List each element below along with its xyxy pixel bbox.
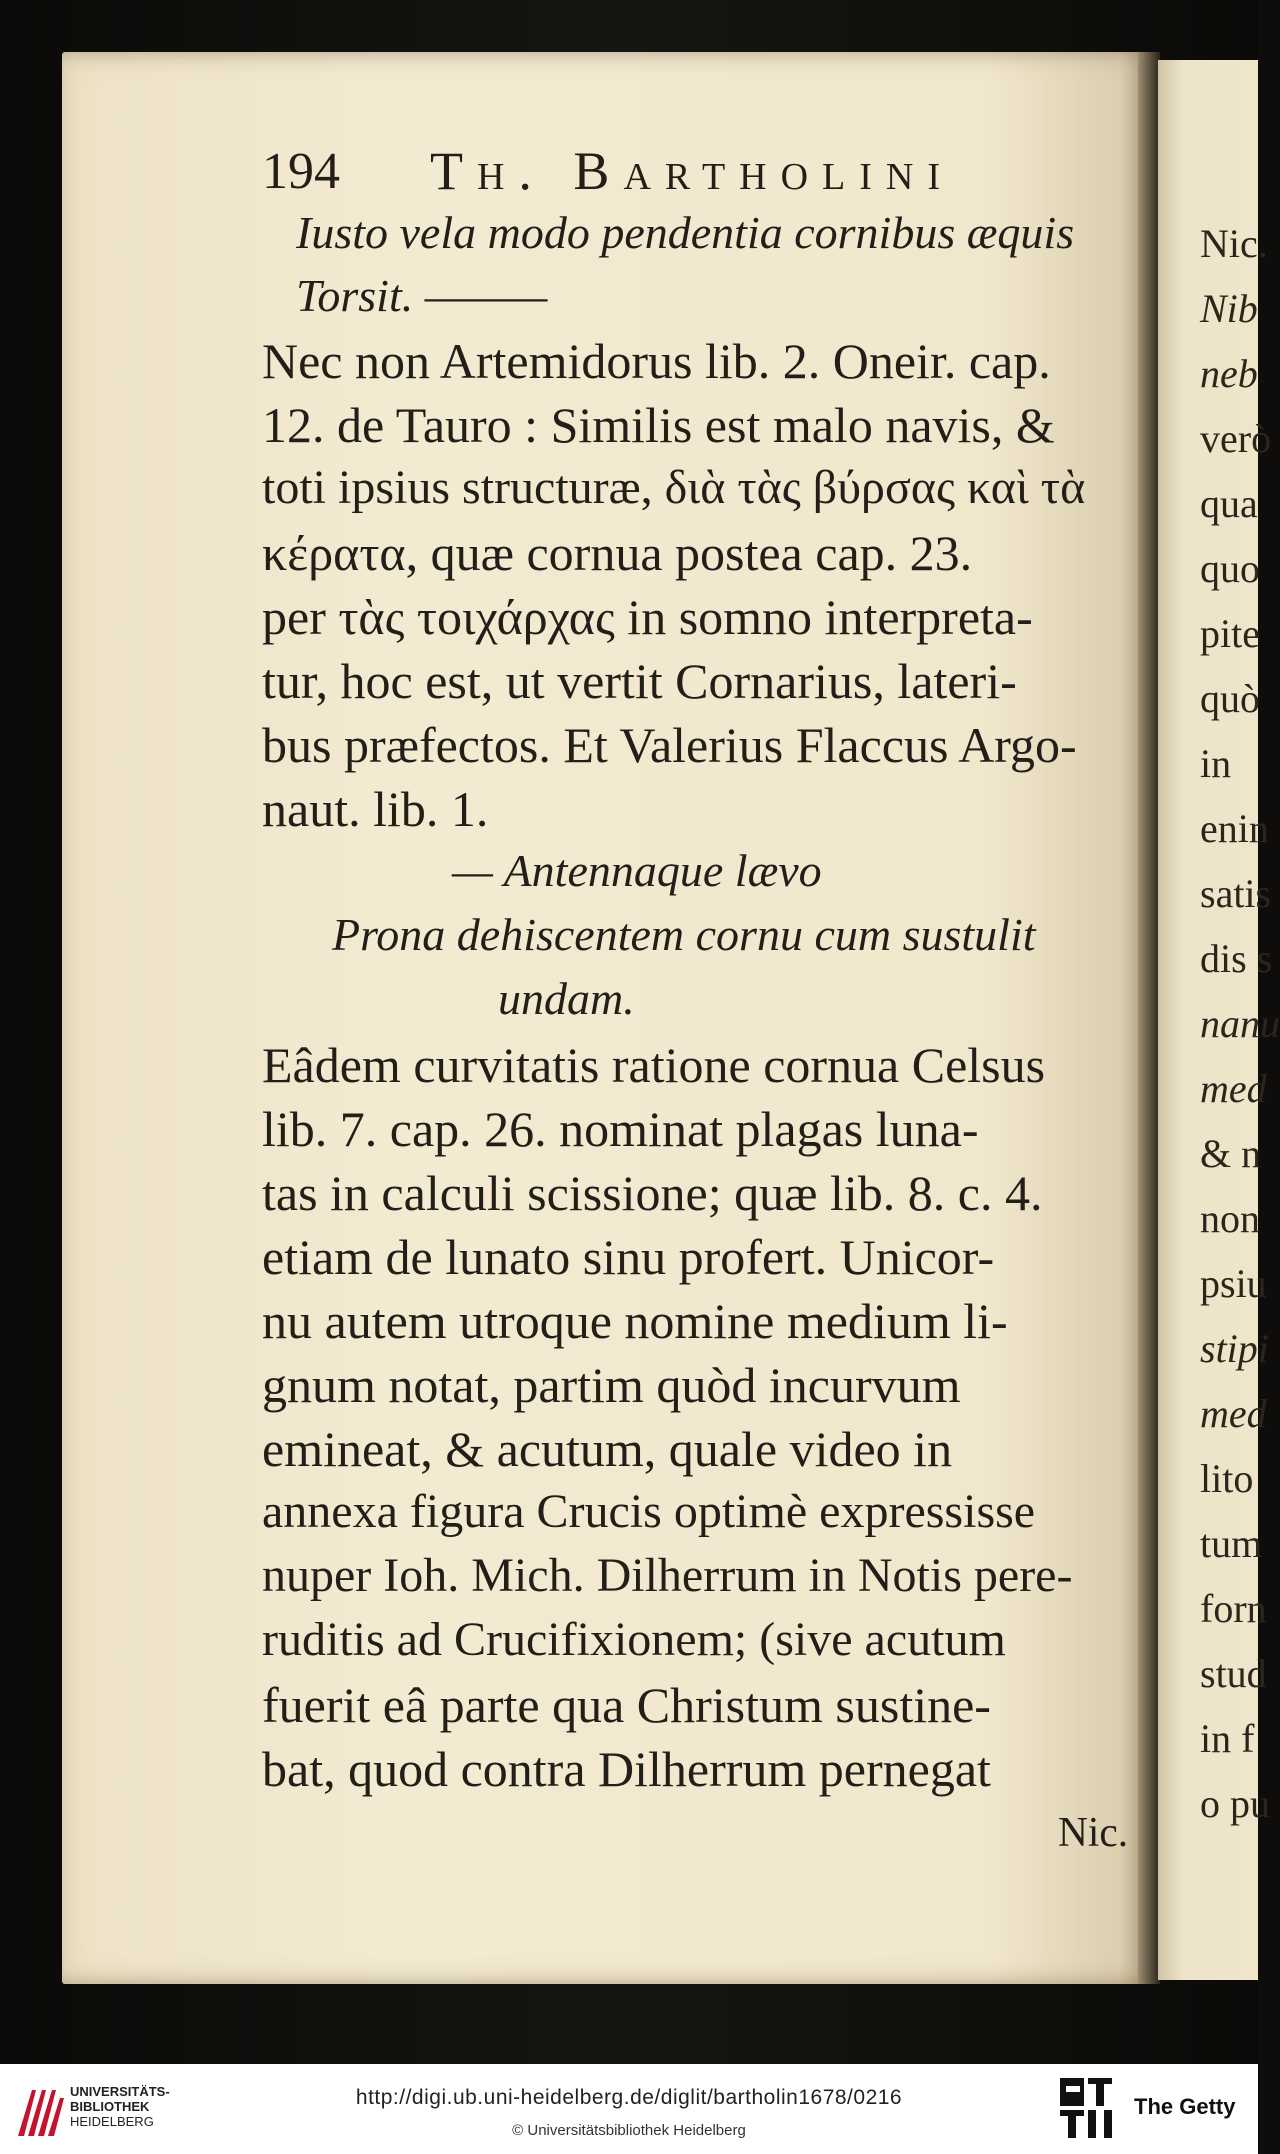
- text-line: naut. lib. 1.: [262, 781, 489, 837]
- verse-line: Prona dehiscentem cornu cum sustulit: [332, 909, 1036, 960]
- next-page-fragment: non: [1200, 1196, 1260, 1241]
- next-page-fragment: stipi: [1200, 1326, 1269, 1371]
- text-line: κέρατα, quæ cornua postea cap. 23.: [262, 525, 973, 581]
- text-line: lib. 7. cap. 26. nominat plagas luna-: [262, 1101, 979, 1157]
- next-page-fragment: med: [1200, 1066, 1267, 1111]
- copyright-notice: © Universitätsbibliothek Heidelberg: [512, 2122, 746, 2139]
- next-page-fragment: & n: [1200, 1131, 1262, 1176]
- book-gutter: [1138, 52, 1160, 1984]
- text-line: annexa figura Crucis optimè expressisse: [262, 1485, 1036, 1538]
- next-page-fragment: neb: [1200, 351, 1258, 396]
- library-name-line: BIBLIOTHEK: [70, 2099, 150, 2114]
- book-page-right-fragment: [1158, 60, 1280, 1980]
- next-page-fragment: nanu: [1200, 1001, 1280, 1046]
- text-line: tur, hoc est, ut vertit Cornarius, lateri-: [262, 653, 1017, 709]
- next-page-fragment: tum: [1200, 1521, 1263, 1566]
- next-page-fragment: forn: [1200, 1586, 1267, 1631]
- footer-bar: [0, 2064, 1258, 2154]
- next-page-fragment: stud: [1200, 1651, 1267, 1696]
- next-page-fragment: lito: [1200, 1456, 1254, 1501]
- text-line: emineat, & acutum, quale video in: [262, 1421, 953, 1477]
- text-line: tas in calculi scissione; quæ lib. 8. c. 4.: [262, 1165, 1043, 1221]
- text-line: gnum notat, partim quòd incurvum: [262, 1357, 961, 1413]
- page-number: 194: [262, 143, 340, 200]
- next-page-fragment: o pu: [1200, 1781, 1270, 1826]
- next-page-fragment: psiu: [1200, 1261, 1267, 1306]
- next-page-fragment: quò: [1200, 676, 1260, 721]
- permalink-url[interactable]: http://digi.ub.uni-heidelberg.de/diglit/bartholin1678/0216: [355, 2086, 903, 2109]
- partner-name: The Getty: [1134, 2094, 1236, 2119]
- running-title: Th. Bartholini: [430, 141, 955, 201]
- next-page-fragment: Nic.: [1200, 221, 1268, 266]
- text-line: per τὰς τοιχάρχας in somno interpreta-: [262, 589, 1033, 645]
- text-line: Nec non Artemidorus lib. 2. Oneir. cap.: [262, 333, 1051, 389]
- text-line: fuerit eâ parte qua Christum sustine-: [262, 1677, 991, 1733]
- getty-logo-icon: [1060, 2078, 1114, 2140]
- next-page-fragment: quo: [1200, 546, 1260, 591]
- next-page-fragment: in: [1200, 741, 1232, 786]
- text-line: Eâdem curvitatis ratione cornua Celsus: [262, 1037, 1046, 1093]
- text-line: nuper Ioh. Mich. Dilherrum in Notis pere-: [262, 1549, 1073, 1602]
- verse-line: undam.: [498, 973, 635, 1024]
- text-line: bat, quod contra Dilherrum pernegat: [262, 1741, 991, 1797]
- verse-line: — Antennaque lævo: [452, 845, 822, 896]
- next-page-fragment: in f: [1200, 1716, 1255, 1761]
- library-name-line: HEIDELBERG: [70, 2114, 154, 2129]
- library-name-line: UNIVERSITÄTS-: [70, 2084, 170, 2099]
- next-page-fragment: enin: [1200, 806, 1269, 851]
- next-page-fragment: satis: [1200, 871, 1272, 916]
- text-line: 12. de Tauro : Similis est malo navis, &: [262, 397, 1055, 453]
- next-page-fragment: qua: [1200, 481, 1258, 526]
- text-line: toti ipsius structuræ, διὰ τὰς βύρσας καὶ τὰ: [262, 461, 1086, 514]
- text-line: bus præfectos. Et Valerius Flaccus Argo-: [262, 717, 1077, 773]
- text-line: nu autem utroque nomine medium li-: [262, 1293, 1008, 1349]
- next-page-fragment: verò: [1200, 416, 1272, 461]
- next-page-fragment: Nib: [1200, 286, 1258, 331]
- text-line: Iusto vela modo pendentia cornibus æquis: [296, 207, 1075, 258]
- text-line: Torsit. ———: [296, 270, 548, 321]
- next-page-fragment: med: [1200, 1391, 1267, 1436]
- next-page-fragment: dis s: [1200, 936, 1273, 981]
- next-page-fragment: pite: [1200, 611, 1260, 656]
- text-line: ruditis ad Crucifixionem; (sive acutum: [262, 1613, 1006, 1666]
- text-line: etiam de lunato sinu profert. Unicor-: [262, 1229, 995, 1285]
- catchword: Nic.: [1058, 1810, 1129, 1856]
